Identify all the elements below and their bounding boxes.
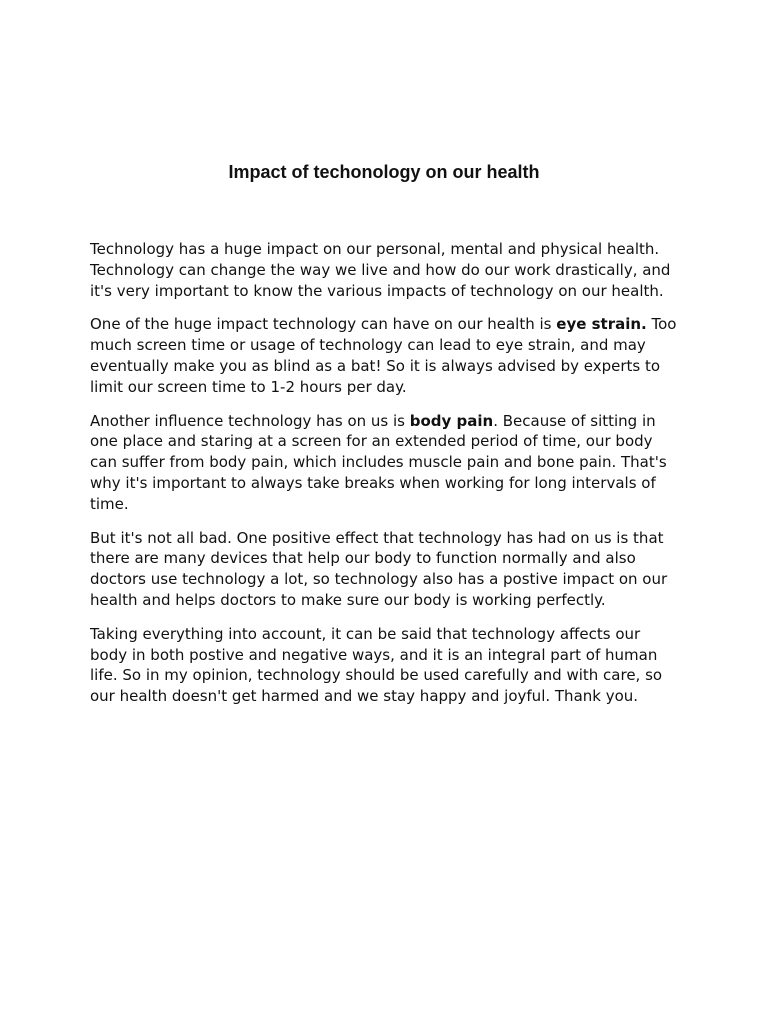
paragraph-text-after: . Because of sitting in one place and staring at a screen for an extended period of time, our body can suffer from body pain, which includes muscle pain and bone pain. That's why it's important to always take breaks when working for long intervals of time. (90, 411, 667, 513)
paragraph-intro (90, 239, 678, 301)
paragraph-text: But it's not all bad. One positive effect that technology has had on us is that there are many devices that help our body to function normally and also doctors use technology a lot, so technology also has a postive impact on our health and helps doctors to make sure our body is working perfectly. (90, 528, 668, 609)
paragraph-conclusion (90, 624, 678, 707)
paragraph-text-before: Another influence technology has on us is (90, 411, 410, 430)
paragraph-body-pain (90, 411, 678, 515)
paragraph-text-before: One of the huge impact technology can have on our health is (90, 315, 557, 334)
paragraph-eye-strain (90, 314, 678, 397)
paragraph-text-after: Too much screen time or usage of technology can lead to eye strain, and may eventually make you as blind as a bat! So it is always advised by experts to limit our screen time to 1-2 hours per day. (90, 315, 677, 396)
paragraph-text: Taking everything into account, it can be said that technology affects our body in both postive and negative ways, and it is an integral part of human life. So in my opinion, technology should be used carefully and with care, so our health doesn't get harmed and we stay happy and joyful. Thank you. (90, 624, 663, 706)
document-title: Impact of techonology on our health (228, 162, 540, 182)
paragraph-positive-effect (90, 528, 678, 611)
paragraph-text: Technology has a huge impact on our personal, mental and physical health. Technology can change the way we live and how do our work drastically, and it's very important to know the various impacts of technology on our health. (90, 240, 671, 300)
bold-term-eye-strain: eye strain. (556, 315, 647, 334)
document-body (90, 239, 678, 720)
bold-term-body-pain: body pain (409, 411, 494, 430)
